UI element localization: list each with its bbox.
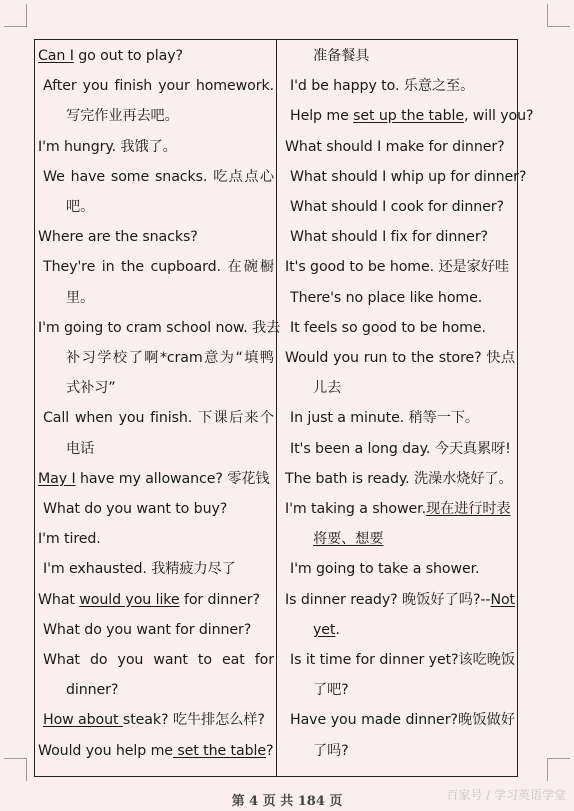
left-column-line xyxy=(38,524,274,554)
left-column-line xyxy=(38,192,274,222)
left-column-line xyxy=(38,41,274,71)
phrase-text: It feels so good to be home. xyxy=(290,319,486,336)
right-column-line xyxy=(285,101,534,131)
right-column-line xyxy=(285,675,515,705)
left-column-line xyxy=(38,554,274,584)
phrase-text: In just a minute. 稍等一下。 xyxy=(290,410,479,427)
phrase-text: ? xyxy=(265,742,274,759)
underlined-phrase: May I xyxy=(38,470,76,487)
underlined-phrase: How about xyxy=(43,712,123,729)
crop-mark-top-left xyxy=(4,4,27,27)
phrase-text: Call when you finish. 下课后来个 xyxy=(43,410,274,427)
underlined-phrase: would you like xyxy=(79,591,180,608)
left-column-line xyxy=(38,71,274,101)
phrase-text: What do you want for dinner? xyxy=(43,621,252,638)
left-column-line xyxy=(38,705,274,735)
phrase-text: Help me xyxy=(290,108,354,125)
right-column-line xyxy=(285,343,515,373)
left-column-line xyxy=(38,162,274,192)
crop-mark-top-right xyxy=(547,4,570,27)
phrase-text: Would you run to the store? 快点 xyxy=(285,350,515,366)
left-column-line xyxy=(38,252,274,282)
left-column-line xyxy=(38,494,274,524)
phrase-text: steak? 吃牛排怎么样? xyxy=(122,712,265,729)
right-column-line xyxy=(285,705,515,735)
phrase-text: I'd be happy to. 乐意之至。 xyxy=(290,78,475,95)
right-column-line xyxy=(285,524,515,554)
phrase-text: I'm hungry. 我饿了。 xyxy=(38,138,177,155)
column-divider xyxy=(276,40,277,776)
phrase-text: 吧。 xyxy=(66,199,95,215)
right-column-line xyxy=(285,132,515,162)
phrase-text: Is it time for dinner yet?该吃晚饭 xyxy=(290,652,515,668)
phrase-text: There's no place like home. xyxy=(290,289,483,306)
left-column-line xyxy=(38,373,274,403)
phrase-text: Where are the snacks? xyxy=(38,229,198,246)
underlined-phrase: Not xyxy=(490,591,515,608)
phrase-text: 了吧? xyxy=(313,682,349,699)
phrase-text: Is dinner ready? 晚饭好了吗?-- xyxy=(285,591,491,608)
phrase-text: What should I make for dinner? xyxy=(285,138,505,155)
phrase-text: 补习学校了啊*cram意为“填鸭 xyxy=(66,350,274,366)
left-column-line xyxy=(38,222,274,252)
right-column-line xyxy=(285,162,527,192)
right-column-line xyxy=(285,41,515,71)
right-column-line xyxy=(285,373,515,403)
phrase-text: What should I cook for dinner? xyxy=(290,199,504,215)
right-column-line xyxy=(285,252,515,282)
left-column-line xyxy=(38,403,274,433)
right-column-line xyxy=(285,554,515,584)
phrase-text: go out to play? xyxy=(73,48,183,64)
phrase-text: 准备餐具 xyxy=(313,48,370,64)
phrase-text: Have you made dinner?晚饭做好 xyxy=(290,712,515,729)
phrase-text: It's been a long day. 今天真累呀! xyxy=(290,440,511,457)
phrase-text: 里。 xyxy=(66,289,95,306)
underlined-phrase: set up the table xyxy=(353,108,464,125)
phrase-text: After you finish your homework. xyxy=(43,78,274,95)
right-column-line xyxy=(285,283,515,313)
left-column-line xyxy=(38,313,281,343)
phrase-text: The bath is ready. 洗澡水烧好了。 xyxy=(285,470,513,487)
phrase-text: What should I whip up for dinner? xyxy=(290,168,527,185)
phrase-text: I'm going to cram school now. 我去 xyxy=(38,319,281,336)
phrase-text: have my allowance? 零花钱 xyxy=(75,470,270,487)
left-column-line xyxy=(38,736,274,766)
left-column-line xyxy=(38,675,274,705)
phrase-text: dinner? xyxy=(66,682,119,699)
crop-mark-bottom-right xyxy=(547,758,570,781)
phrase-text: Would you help me xyxy=(38,742,173,759)
underlined-phrase: set the table xyxy=(172,742,266,759)
phrase-text: 儿去 xyxy=(313,380,342,397)
phrase-text: I'm tired. xyxy=(38,531,101,548)
phrase-text: What xyxy=(38,591,80,608)
phrase-text: . xyxy=(335,621,340,638)
underlined-phrase: 将要、想要 xyxy=(313,531,384,548)
right-column-line xyxy=(285,645,515,675)
left-column-line xyxy=(38,434,274,464)
phrase-text: We have some snacks. 吃点点心 xyxy=(43,168,274,185)
right-column-line xyxy=(285,736,515,766)
right-column-line xyxy=(285,313,515,343)
right-column-line xyxy=(285,585,515,615)
phrase-text: 电话 xyxy=(66,440,95,457)
phrase-text: I'm going to take a shower. xyxy=(290,561,480,578)
right-column-line xyxy=(285,494,515,524)
underlined-phrase: Can I xyxy=(38,48,74,64)
phrase-text: What do you want to eat for xyxy=(43,652,274,668)
right-column-line xyxy=(285,434,515,464)
left-column-line xyxy=(38,464,274,494)
right-column-line xyxy=(285,464,515,494)
underlined-phrase: yet xyxy=(313,621,336,638)
phrase-text: 写完作业再去吧。 xyxy=(66,108,179,125)
phrase-text: , will you? xyxy=(463,108,534,125)
right-column-line xyxy=(285,71,515,101)
left-column-line xyxy=(38,132,274,162)
watermark: 百家号 / 学习英语学堂 xyxy=(446,788,566,802)
crop-mark-bottom-left xyxy=(4,758,27,781)
left-column-line xyxy=(38,101,274,131)
left-column-line xyxy=(38,585,274,615)
phrase-text: I'm exhausted. 我精疲力尽了 xyxy=(43,561,236,578)
phrase-text: 式补习” xyxy=(66,380,116,397)
phrase-text: It's good to be home. 还是家好哇 xyxy=(285,259,509,276)
phrase-table xyxy=(34,39,534,777)
phrase-text: I'm taking a shower. xyxy=(285,501,426,517)
left-column-line xyxy=(38,645,274,675)
left-column-line xyxy=(38,343,274,373)
phrase-text: What do you want to buy? xyxy=(43,501,228,517)
phrase-text: for dinner? xyxy=(179,591,260,608)
right-column-line xyxy=(285,615,515,645)
right-column-line xyxy=(285,403,515,433)
left-column-line xyxy=(38,615,274,645)
underlined-phrase: 现在进行时表 xyxy=(425,501,511,517)
right-column-line xyxy=(285,222,515,252)
phrase-text: 了吗? xyxy=(313,742,349,759)
right-column-line xyxy=(285,192,515,222)
phrase-text: What should I fix for dinner? xyxy=(290,229,488,246)
phrase-text: They're in the cupboard. 在碗橱 xyxy=(43,259,274,276)
page-footer: 第 4 页 共 184 页 xyxy=(231,794,343,809)
left-column-line xyxy=(38,283,274,313)
